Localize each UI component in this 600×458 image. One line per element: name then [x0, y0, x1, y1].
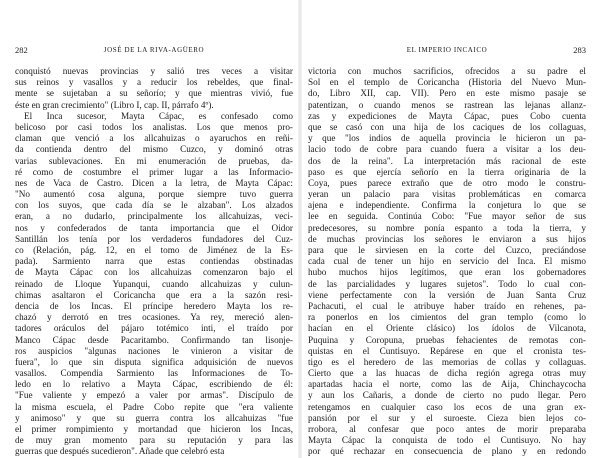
- text-line: conquistó nuevas provincias y salió tres veces a visitar: [15, 66, 293, 76]
- left-page-header: [15, 46, 293, 58]
- text-line: Mayta Cápac la conquista de todo el Cuntisuyo. No hay: [308, 435, 586, 446]
- text-line: yeran un palacio para visitas problemáticas en comarca: [308, 189, 586, 200]
- text-line: nes de Vaca de Castro. Dicen a la letra, de Mayta Cápac:: [15, 177, 293, 188]
- text-line: y que "los indios de aquella provincia le hicieron un pa-: [308, 133, 586, 144]
- running-head: EL IMPERIO INCAICO: [406, 46, 488, 54]
- book-gutter: [298, 0, 302, 458]
- text-line: dencia de los Incas. El príncipe heredero Mayta los re-: [15, 300, 293, 311]
- text-line: de las parcialidades y lugares sujetos". Todo lo cual con-: [308, 278, 586, 289]
- text-line: co (Relación, pág. 12, en el tomo de Jiménez de la Es-: [15, 245, 293, 255]
- text-line: paso es que ejercía señorío en la tierra originaria de la: [308, 166, 586, 177]
- text-line: ajena e independiente. Confirma la conjetura lo que se: [308, 200, 586, 211]
- text-line: lee en seguida. Continúa Cobo: "Fue mayor señor de sus: [308, 211, 586, 222]
- left-page: [15, 0, 293, 458]
- right-page-body: [308, 66, 586, 458]
- text-line: Sol en el templo de Coricancha (Historia del Nuevo Mun-: [308, 77, 586, 88]
- text-line: que se casó con una hija de los caciques de los collaguas,: [308, 121, 586, 132]
- text-line: sus reinos y vasallos y a reducir los rebeldes, que final-: [15, 77, 293, 88]
- right-page: [308, 0, 586, 458]
- right-page-header: [308, 46, 586, 58]
- text-line: pansión por el sur y el suroeste. Cieza bien lejos co-: [308, 412, 586, 423]
- text-line: da contienda dentro del mismo Cuzco, y dominó otras: [15, 144, 293, 155]
- text-line: de muy gran momento para su reputación y para las: [15, 435, 293, 446]
- text-line: por qué rechazar en consecuencia de plano y en redondo: [308, 446, 586, 457]
- text-line: Manco Cápac desde Pacaritambo. Confirmando tan lisonje-: [15, 334, 293, 345]
- text-line: quistas en el Cuntisuyo. Repárese en que el cronista tes-: [308, 345, 586, 356]
- text-line: la misma escuela, el Padre Cobo repite que "era valiente: [15, 401, 293, 412]
- text-line: ra ponerlos en los cimientos del gran templo (como lo: [308, 312, 586, 323]
- text-line: y aun los Cañaris, a donde de cierto no pudo llegar. Pero: [308, 390, 586, 401]
- text-line: victoria con muchos sacrificios, ofrecidos a su padre el: [308, 66, 586, 76]
- text-line: vasallos. Compendia Sarmiento las Informaciones de To-: [15, 368, 293, 379]
- text-line: "No aumentó cosa alguna, porque siempre tuvo guerra: [15, 189, 293, 200]
- page-number: 283: [573, 45, 586, 55]
- text-line: éste en gran crecimiento" (Libro I, cap. II, párrafo 4º).: [15, 99, 214, 110]
- text-line: Santillán los tenía por los verdaderos fundadores del Cuz-: [15, 233, 293, 244]
- text-line: ros auspicios "algunas naciones le vinieron a visitar de: [15, 345, 293, 356]
- text-line: para que le sirviesen en la corte del Cuzco, preciándose: [308, 245, 586, 255]
- text-line: "Fue valiente y empezó a valer por armas". Discípulo de: [15, 390, 293, 401]
- text-line: de muchas provincias los señores le enviaron a sus hijos: [308, 233, 586, 244]
- text-line: eran, a no dudarlo, principalmente los allcahuizas, veci-: [15, 211, 293, 222]
- text-line: rrobora, al confesar que poco antes de morir preparaba: [308, 424, 586, 434]
- text-line: Coya, pues parece extraño que de otro modo le constru-: [308, 177, 586, 188]
- running-head: JOSÉ DE LA RIVA-AGÜERO: [103, 46, 205, 54]
- text-line: con los suyos, que cada día se le alzaban". Los alzados: [15, 200, 293, 211]
- text-line: cada cual de tener un hijo en servicio del Inca. El mismo: [308, 256, 586, 267]
- text-line: Puquina y Coropuna, pruebas fehacientes de remotas con-: [308, 334, 586, 345]
- text-line: ré como de costumbre el primer lugar a las Informacio-: [15, 166, 293, 177]
- text-line: Cierto que a las huacas de dicha región agrega otras muy: [308, 368, 586, 379]
- text-line: tadores oráculos del pájaro totémico inti, el traído por: [15, 323, 293, 334]
- text-line: predecesores, su nombre ponía espanto a toda la tierra, y: [308, 222, 586, 233]
- text-line: do, Libro XII, cap. VII). Pero en este mismo pasaje se: [308, 88, 586, 99]
- text-line: hubo muchos hijos legítimos, que eran los gobernadores: [308, 267, 586, 278]
- text-line: y animoso" y que su guerra contra los allcahuizas "fue: [15, 412, 293, 423]
- page-number: 282: [15, 45, 28, 55]
- text-line: dos de la reina". La interpretación más racional de este: [308, 155, 586, 166]
- text-line: guerras que después sucedieron". Añade que celebró esta: [15, 446, 225, 457]
- text-line: tigo es el heredero de las memorias de collas y collaguas.: [308, 356, 586, 367]
- text-line: patentizan, o cuando menos se rastrean las lejanas allanz-: [308, 99, 586, 110]
- text-line: lacio todo de cobre para cuando fuera a visitar a los deu-: [308, 144, 586, 155]
- text-line: zas y expediciones de Mayta Cápac, pues Cobo cuenta: [308, 110, 586, 121]
- text-line: apartadas hacia el norte, como las de Aija, Chinchaycocha: [308, 379, 586, 390]
- text-line: el primer rompimiento y mortandad que hicieron los Incas,: [15, 424, 293, 434]
- text-line: retengamos en cualquier caso los ecos de una gran ex-: [308, 401, 586, 412]
- text-line: pada). Sarmiento narra que estas contiendas obstinadas: [15, 256, 293, 267]
- text-line: El Inca sucesor, Mayta Cápac, es confesado como: [24, 110, 293, 121]
- text-line: belicoso por casi todos los analistas. Los que menos pro-: [15, 121, 293, 132]
- text-line: claman que venció a los allcahuizas o ayaruchos en reñi-: [15, 133, 293, 144]
- text-line: Pachacuti, el cual le atribuye haber traído en rehenes, pa-: [308, 300, 586, 311]
- text-line: varias sublevaciones. En mi enumeración de pruebas, da-: [15, 155, 293, 166]
- text-line: mente se sujetaban a su señorío; y que mientras vivió, fue: [15, 88, 293, 99]
- text-line: chazó y derrotó en tres ocasiones. Ya rey, mereció alen-: [15, 312, 293, 323]
- text-line: viene perfectamente con la versión de Juan Santa Cruz: [308, 289, 586, 300]
- text-line: de Mayta Cápac con los allcahuizas comenzaron bajo el: [15, 267, 293, 278]
- text-line: fuera", lo que sin disputa significa adquisición de nuevos: [15, 356, 293, 367]
- text-line: reinado de Lloque Yupanqui, cuando allcahuizas y culun-: [15, 278, 293, 289]
- text-line: hacían en el Oriente clásico) los ídolos de Vilcanota,: [308, 323, 586, 334]
- text-line: nos y confederados de tanta importancia que el Oidor: [15, 222, 293, 233]
- left-page-body: [15, 66, 293, 458]
- text-line: chimas asaltaron el Coricancha que era a la sazón resi-: [15, 289, 293, 300]
- text-line: ledo en lo relativo a Mayta Cápac, escribiendo de él:: [15, 379, 293, 390]
